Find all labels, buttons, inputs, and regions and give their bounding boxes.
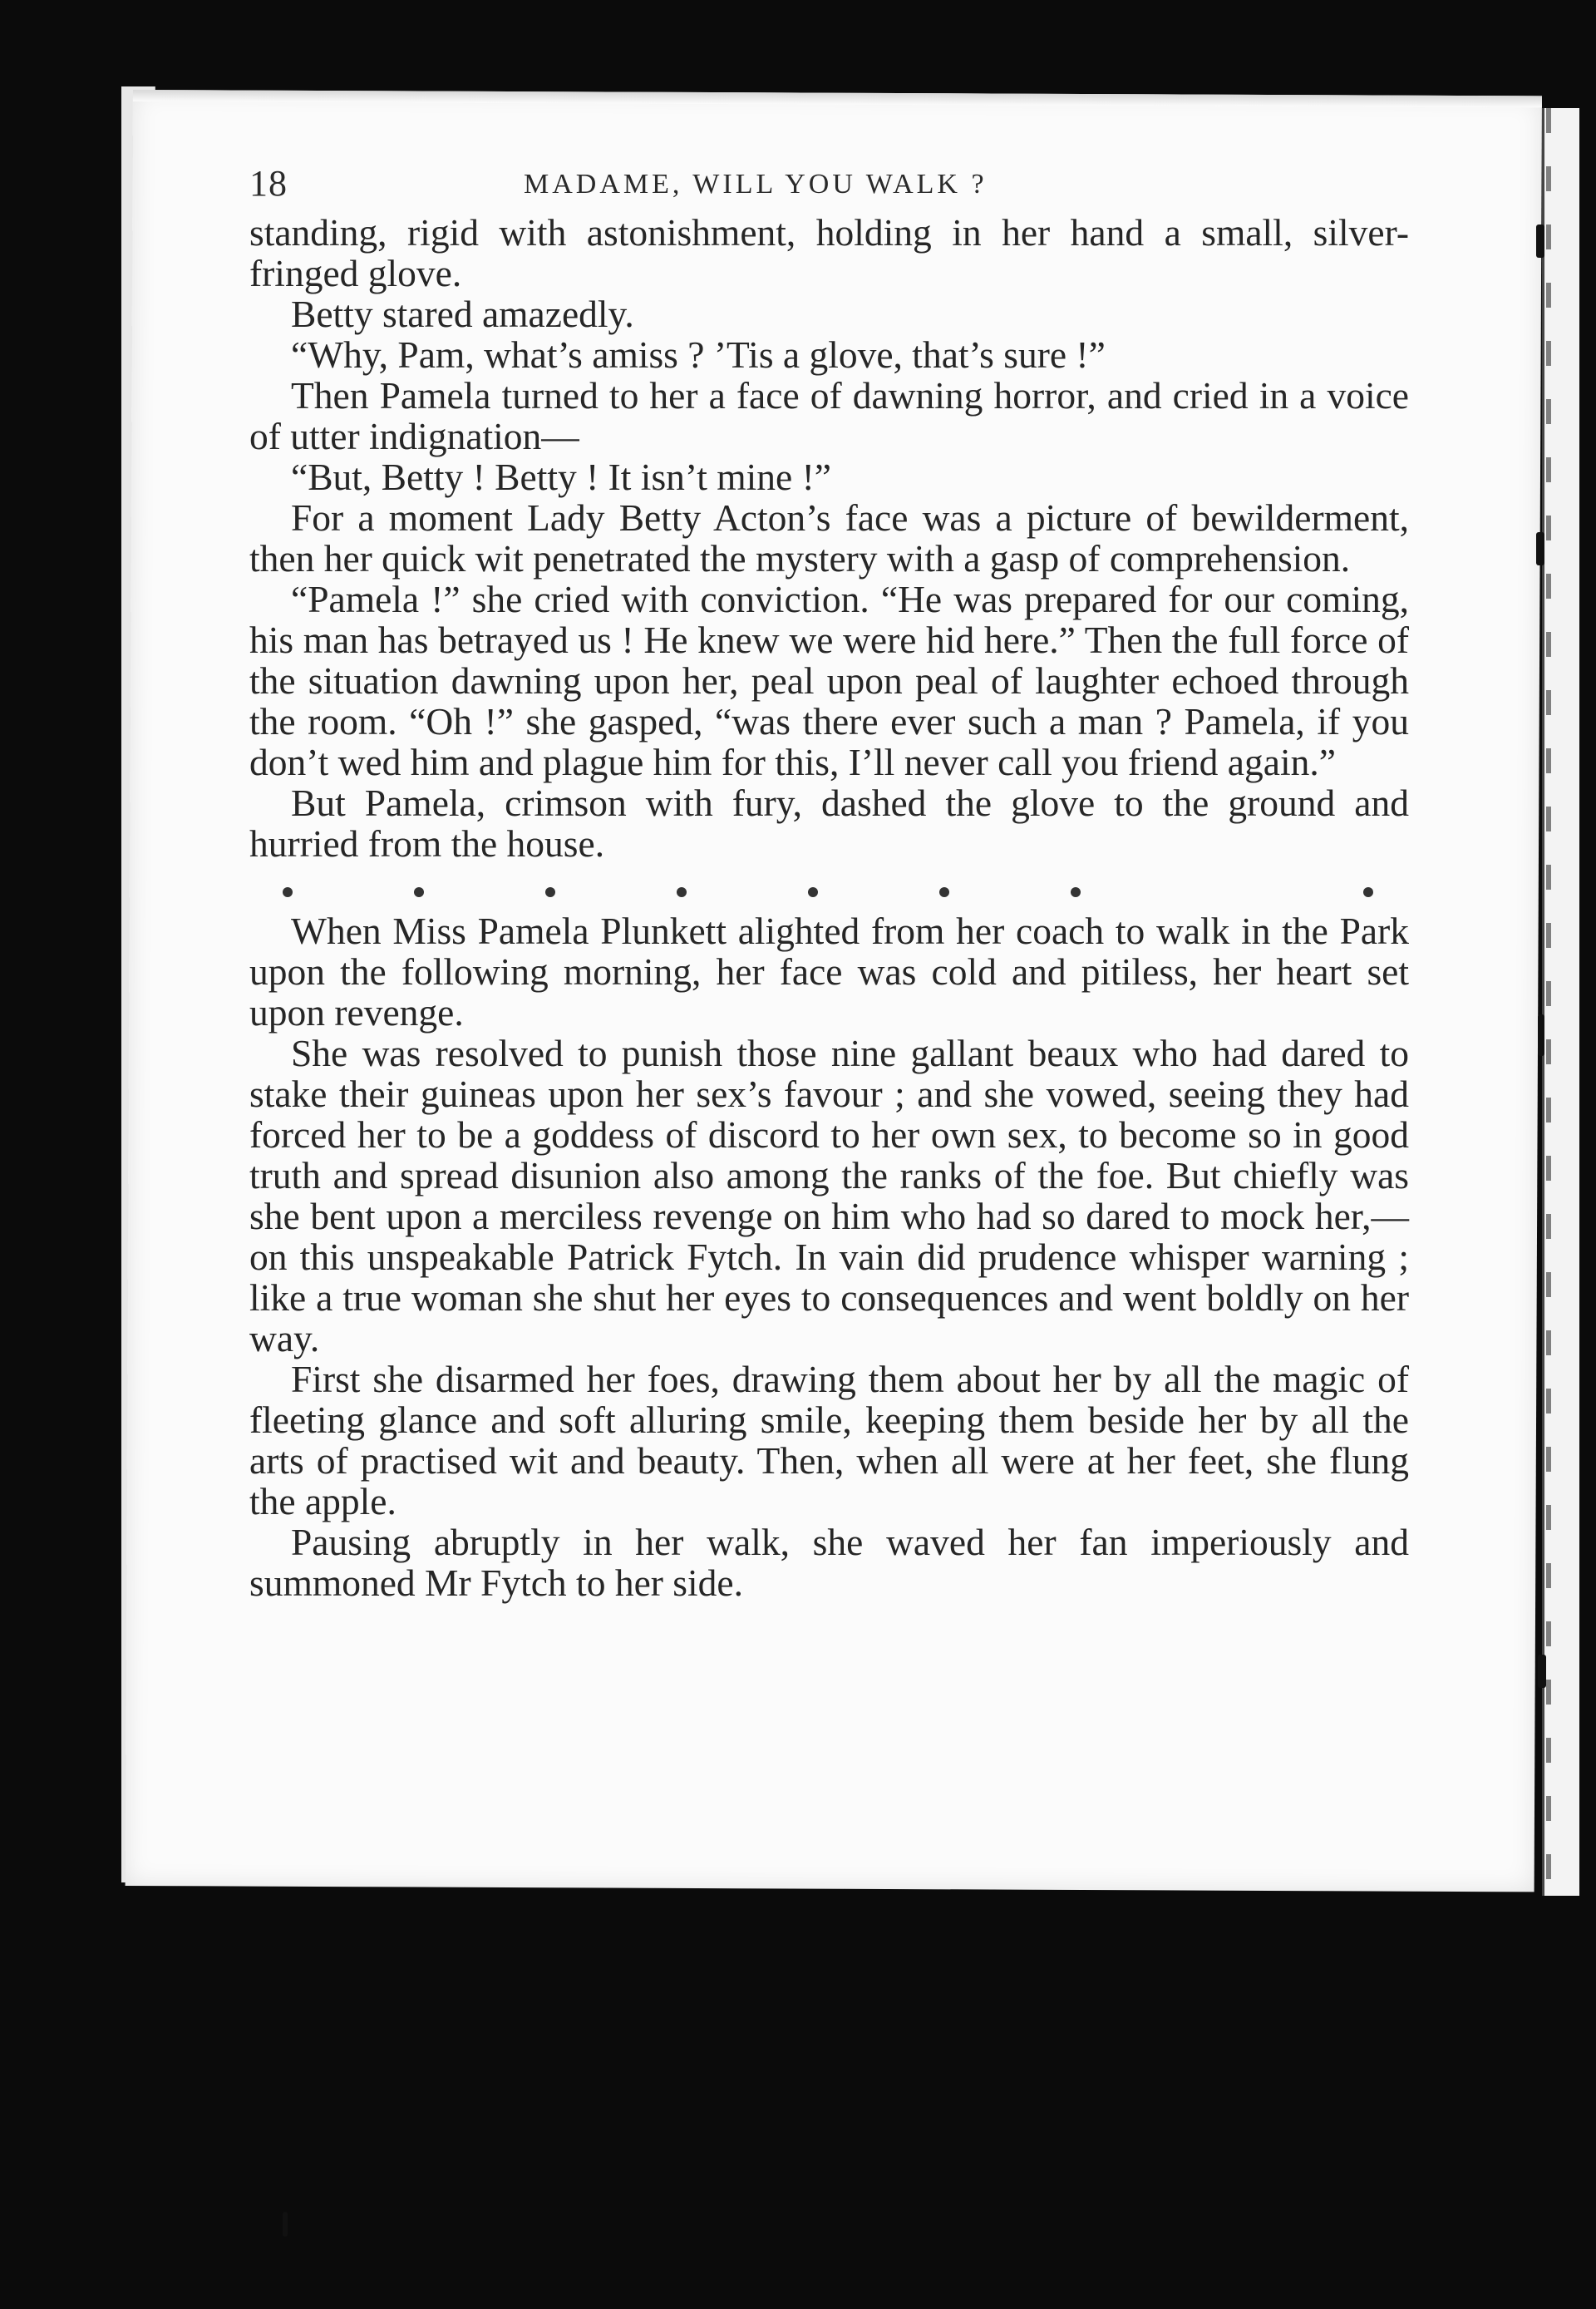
body-text — [249, 212, 1409, 1603]
section-break-dot — [1363, 887, 1373, 897]
paragraph: She was resolved to punish those nine gallant beaux who had dared to stake their guineas upon her sex’s favour ; and she vowed, seeing they had forced her to be a goddess of discord to her own sex, to become so in good truth and spread disunion also among the ranks of the foe. But chiefly was she bent upon a merciless revenge on him who had so dared to mock her,—on this unspeakable Patrick Fytch. In vain did prudence whisper warning ; like a true woman she shut her eyes to consequences and went boldly on her way. — [249, 1032, 1409, 1359]
section-break-dot — [283, 887, 293, 897]
paragraph: “Why, Pam, what’s amiss ? ’Tis a glove, that’s sure !” — [291, 333, 1106, 376]
paragraph: When Miss Pamela Plunkett alighted from her coach to walk in the Park upon the following morning, her face was cold and pitiless, her heart set upon revenge. — [249, 910, 1409, 1034]
section-break-dot — [677, 887, 687, 897]
paragraph: “But, Betty ! Betty ! It isn’t mine !” — [291, 456, 831, 498]
section-break-dot — [1071, 887, 1081, 897]
scan-artifact — [1538, 1014, 1544, 1056]
scan-artifact — [1538, 1655, 1546, 1688]
paragraph: Then Pamela turned to her a face of dawning horror, and cried in a voice of utter indignation— — [249, 374, 1409, 457]
paragraph: Pausing abruptly in her walk, she waved her fan imperiously and summoned Mr Fytch to her side. — [249, 1521, 1409, 1604]
paragraph: But Pamela, crimson with fury, dashed the glove to the ground and hurried from the house. — [249, 782, 1409, 865]
page-number: 18 — [249, 163, 288, 204]
section-break-dot — [808, 887, 818, 897]
binding-stripe — [1546, 108, 1551, 1896]
page-header — [249, 162, 1380, 212]
section-break-dot — [939, 887, 949, 897]
scan-artifact — [1536, 224, 1544, 258]
paragraph: For a moment Lady Betty Acton’s face was a picture of bewilderment, then her quick wit penetrated the mystery with a gasp of comprehension. — [249, 496, 1409, 580]
section-break-dot — [414, 887, 424, 897]
paragraph: First she disarmed her foes, drawing them about her by all the magic of fleeting glance and soft alluring smile, keeping them beside her by all the arts of practised wit and beauty. Then, when all were at her feet, she flung the apple. — [249, 1358, 1409, 1522]
running-head: MADAME, WILL YOU WALK ? — [524, 169, 988, 200]
paragraph: Betty stared amazedly. — [291, 293, 634, 335]
paragraph: “Pamela !” she cried with conviction. “He was prepared for our coming, his man has betrayed us ! He knew we were hid here.” Then the full force of the situation dawning upon her, peal upon peal of laughter echoed through the room. “Oh !” she gasped, “was there ever such a man ? Pamela, if you don’t wed him and plague him for this, I’ll never call you friend again.” — [249, 578, 1409, 783]
scan-artifact — [1536, 532, 1544, 565]
section-break — [249, 864, 1409, 910]
scan-artifact — [283, 2212, 288, 2237]
paragraph: standing, rigid with astonishment, holding in her hand a small, silver-fringed glove. — [249, 211, 1409, 294]
section-break-dot — [545, 887, 555, 897]
